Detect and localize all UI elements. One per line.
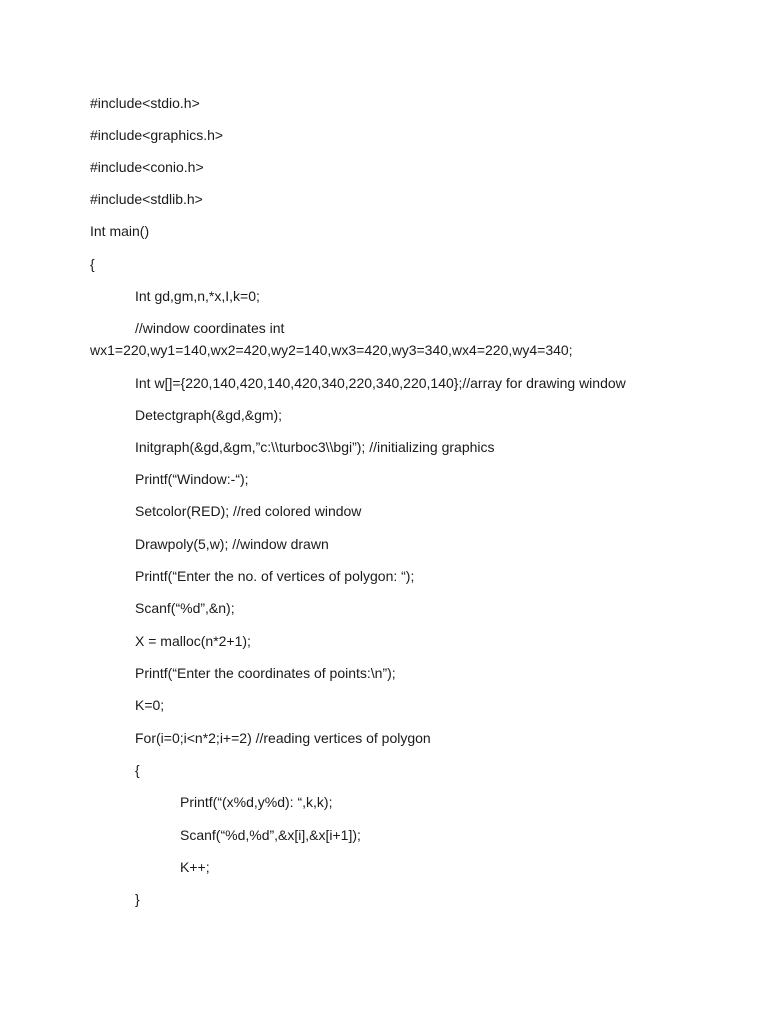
code-line: {: [135, 762, 140, 778]
code-line: Drawpoly(5,w); //window drawn: [135, 536, 329, 552]
code-line: #include<stdlib.h>: [90, 191, 203, 207]
code-line: Printf(“(x%d,y%d): “,k,k);: [180, 794, 333, 810]
code-line: Int gd,gm,n,*x,I,k=0;: [135, 288, 260, 304]
code-line: Int main(): [90, 223, 150, 239]
code-line: Scanf(“%d,%d”,&x[i],&x[i+1]);: [180, 827, 361, 843]
code-line: Setcolor(RED); //red colored window: [135, 503, 362, 519]
code-line: For(i=0;i<n*2;i+=2) //reading vertices of polygon: [135, 730, 431, 746]
code-line: Printf(“Window:-“);: [135, 471, 249, 487]
code-line: Initgraph(&gd,&gm,”c:\\turboc3\\bgi”); //initializing graphics: [135, 439, 495, 455]
code-line: {: [90, 256, 95, 272]
code-line: Printf(“Enter the coordinates of points:\n”);: [135, 665, 396, 681]
code-line: Scanf(“%d”,&n);: [135, 600, 235, 616]
code-line: wx1=220,wy1=140,wx2=420,wy2=140,wx3=420,wy3=340,wx4=220,wy4=340;: [90, 342, 573, 358]
code-line: #include<graphics.h>: [90, 127, 224, 143]
code-line: //window coordinates int: [135, 320, 285, 336]
code-line: K=0;: [135, 697, 165, 713]
code-line: X = malloc(n*2+1);: [135, 633, 251, 649]
code-line: Int w[]={220,140,420,140,420,340,220,340,220,140};//array for drawing window: [135, 375, 626, 391]
code-line: Printf(“Enter the no. of vertices of polygon: “);: [135, 568, 415, 584]
code-line: Detectgraph(&gd,&gm);: [135, 407, 283, 423]
code-line: #include<stdio.h>: [90, 95, 200, 111]
code-line: K++;: [180, 859, 210, 875]
code-line: #include<conio.h>: [90, 159, 204, 175]
code-line: }: [135, 891, 140, 907]
